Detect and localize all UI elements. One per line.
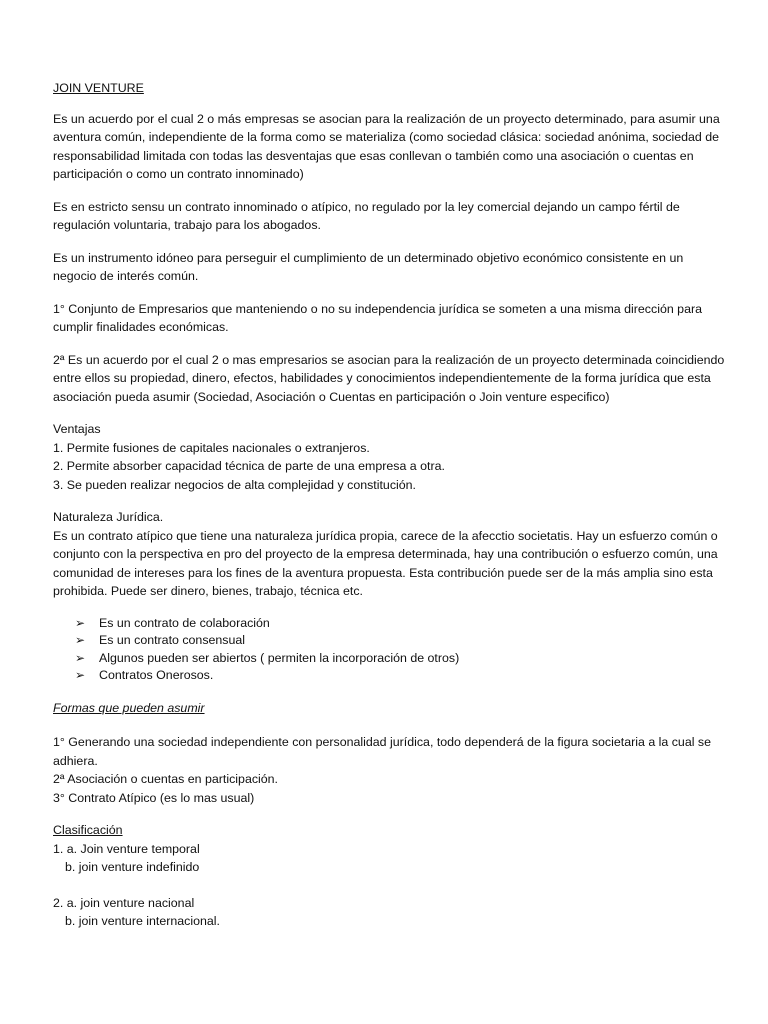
ventajas-item: 1. Permite fusiones de capitales nacionales o extranjeros.	[53, 440, 370, 455]
list-item	[75, 632, 728, 650]
list-item	[75, 667, 728, 685]
clasificacion-group-2	[53, 894, 728, 931]
naturaleza-heading: Naturaleza Jurídica.	[53, 510, 164, 524]
naturaleza-text: Es un contrato atípico que tiene una naturaleza jurídica propia, carece de la afecctio societatis. Hay un esfuerzo común o conjunto con la perspectiva en pro del proyecto de la empresa determinada, hay una contribución o esfuerzo común, una comunidad de intereses para los fines de la aventura propuesta. Esta contribución puede ser de la más amplia sino esta prohibida. Puede ser dinero, bienes, trabajo, técnica etc.	[53, 528, 718, 598]
ventajas-section	[53, 420, 728, 494]
document-title: JOIN VENTURE	[53, 81, 144, 95]
paragraph-innominado: Es en estricto sensu un contrato innominado o atípico, no regulado por la ley comercial dejando un campo fértil de regulación voluntaria, trabajo para los abogados.	[53, 199, 680, 232]
formas-heading-block	[53, 699, 728, 718]
paragraph-acuerdo: 2ª Es un acuerdo por el cual 2 o mas empresarios se asocian para la realización de un proyecto determinada coincidiendo entre ellos su propiedad, dinero, efectos, habilidades y conocimientos independientemente de la forma jurídica que esta asociación pueda asumir (Sociedad, Asociación o Cuentas en participación o Join venture especifico)	[53, 352, 725, 404]
list-item	[75, 615, 728, 633]
ventajas-item: 2. Permite absorber capacidad técnica de parte de una empresa a otra.	[53, 459, 445, 473]
arrow-bullet-icon: ➢	[75, 668, 86, 682]
clasificacion-item: 2. a. join venture nacional	[53, 895, 195, 910]
clasificacion-heading: Clasificación	[53, 823, 123, 837]
naturaleza-section	[53, 508, 728, 601]
ventajas-item: 3. Se pueden realizar negocios de alta complejidad y constitución.	[53, 477, 416, 492]
list-item-text: Es un contrato de colaboración	[99, 615, 270, 630]
paragraph-instrumento: Es un instrumento idóneo para perseguir el cumplimiento de un determinado objetivo económico consistente en un negocio de interés común.	[53, 250, 684, 283]
ventajas-heading: Ventajas	[53, 422, 101, 436]
list-item-text: Algunos pueden ser abiertos ( permiten la incorporación de otros)	[99, 650, 460, 665]
arrow-bullet-icon: ➢	[75, 633, 86, 647]
paragraph-conjunto: 1° Conjunto de Empresarios que manteniendo o no su independencia jurídica se someten a una misma dirección para cumplir finalidades económicas.	[53, 301, 702, 334]
paragraph-definition: Es un acuerdo por el cual 2 o más empresas se asocian para la realización de un proyecto determinado, para asumir una aventura común, independiente de la forma como se materializa (como sociedad clásica: sociedad anónima, sociedad de responsabilidad limitada con todas las desventajas que esas conllevan o también como una asociación o cuentas en participación o como un contrato innominado)	[53, 111, 720, 181]
arrow-bullet-icon: ➢	[75, 615, 86, 630]
list-item-text: Es un contrato consensual	[99, 633, 246, 647]
formas-heading: Formas que pueden asumir	[53, 700, 205, 715]
formas-section	[53, 733, 728, 807]
clasificacion-section	[53, 821, 728, 877]
arrow-bullet-icon: ➢	[75, 650, 86, 665]
list-item	[75, 650, 728, 668]
formas-item: 3° Contrato Atípico (es lo mas usual)	[53, 790, 255, 805]
clasificacion-item: 1. a. Join venture temporal	[53, 841, 200, 856]
formas-item: 1° Generando una sociedad independiente con personalidad jurídica, todo dependerá de la figura societaria a la cual se adhiera.	[53, 735, 711, 768]
list-item-text: Contratos Onerosos.	[99, 668, 214, 682]
characteristics-list	[53, 615, 728, 685]
clasificacion-item: b. join venture internacional.	[65, 914, 220, 928]
formas-item: 2ª Asociación o cuentas en participación.	[53, 772, 279, 786]
clasificacion-item: b. join venture indefinido	[65, 860, 200, 874]
